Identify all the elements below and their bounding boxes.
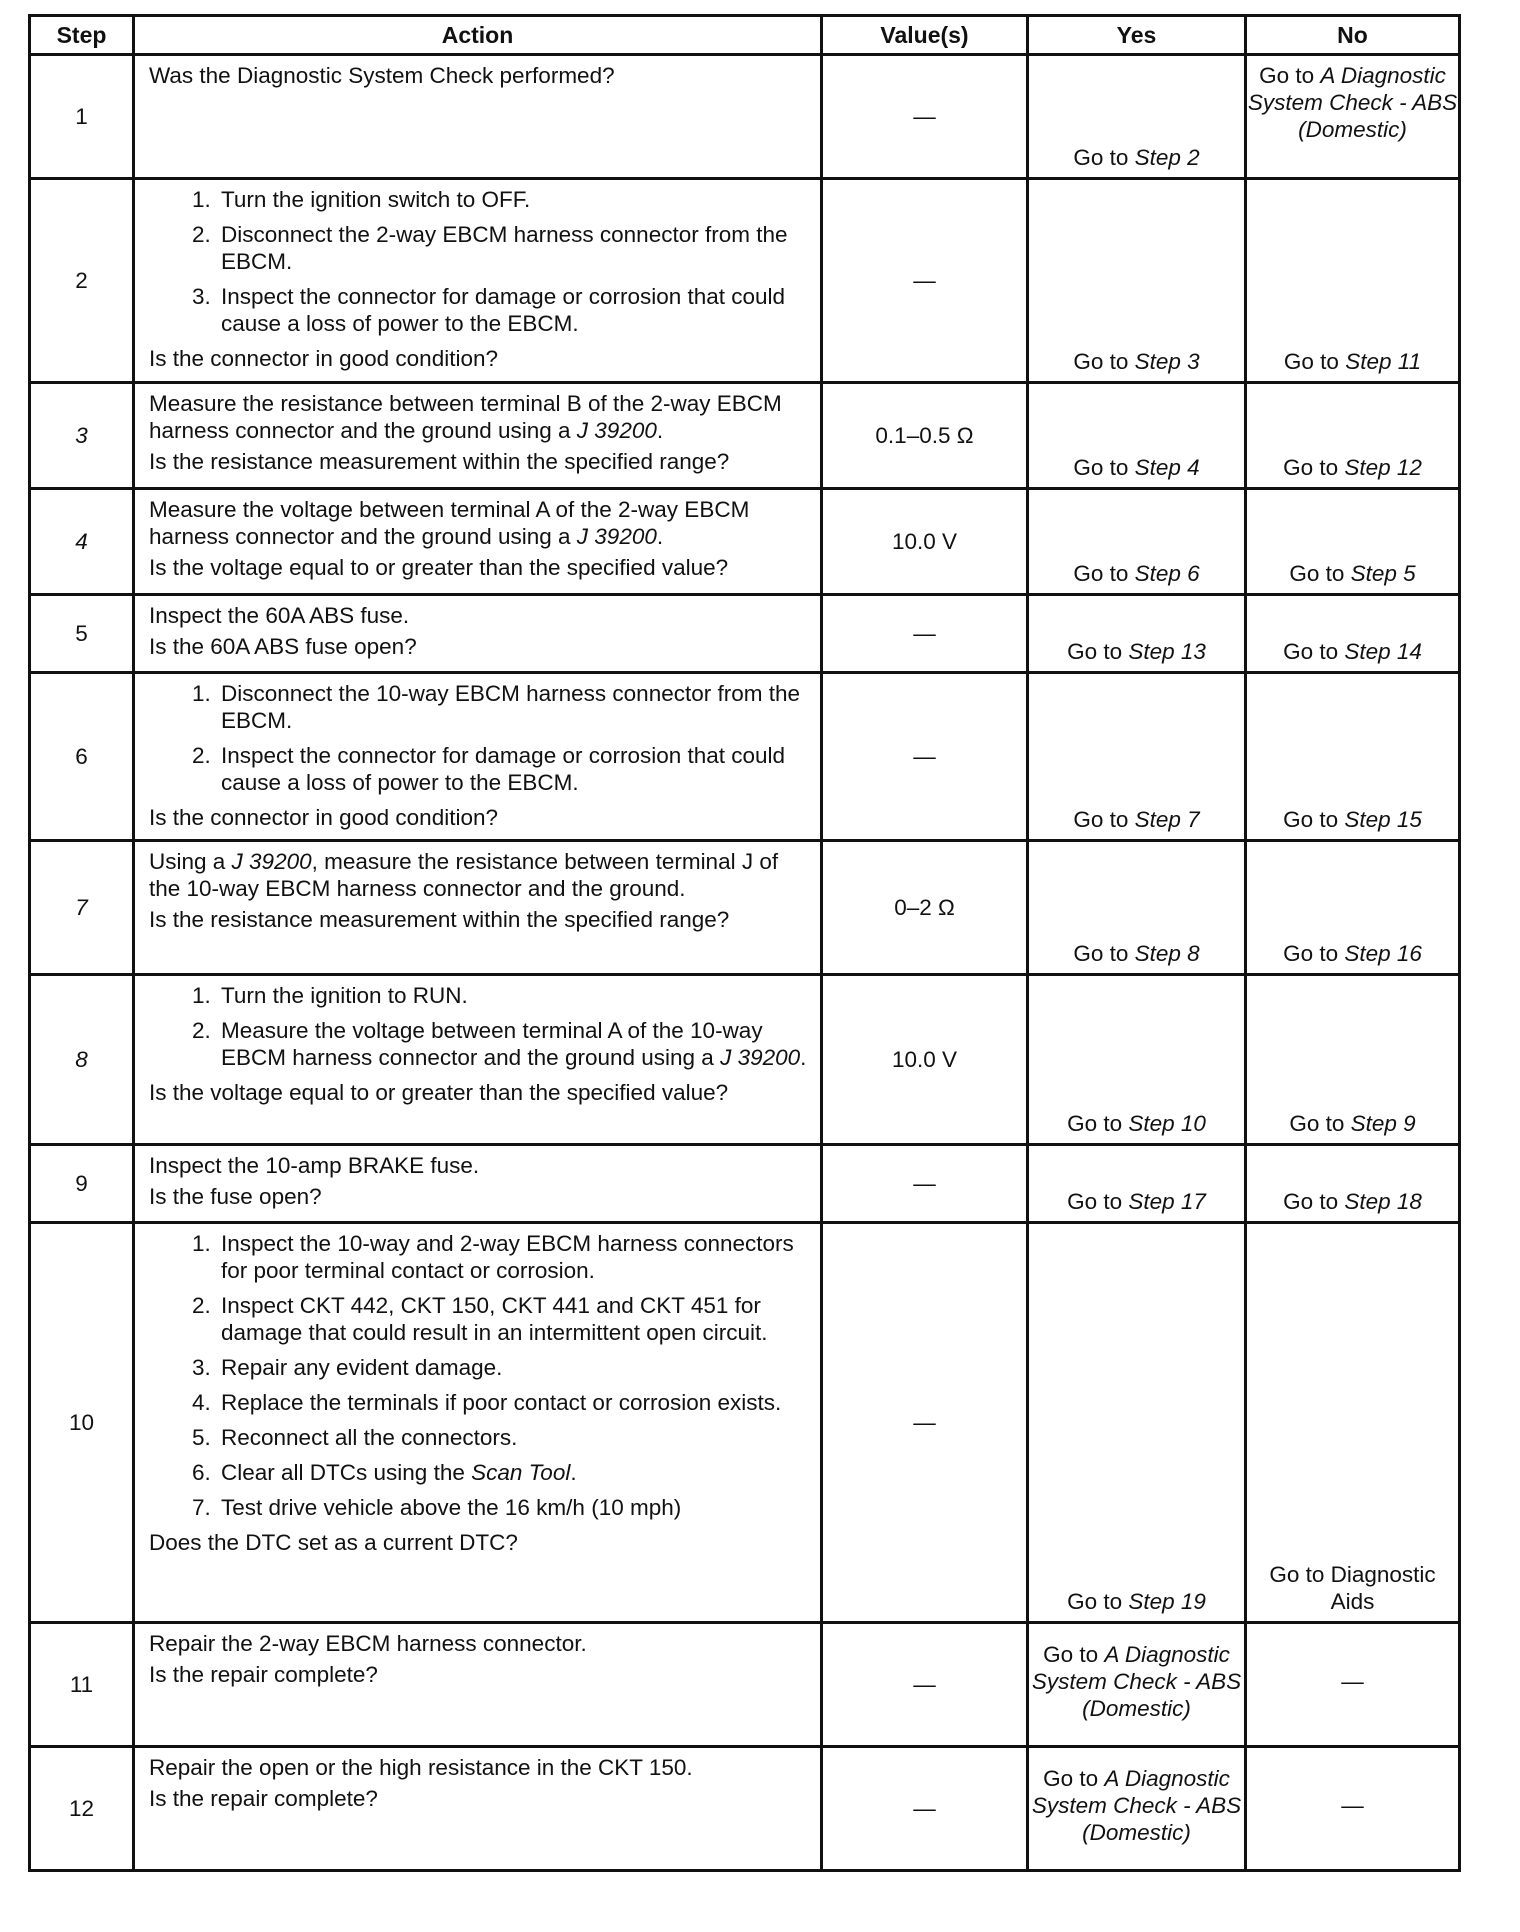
header-step: Step [30, 16, 134, 55]
table-row [30, 383, 1460, 489]
step-number: 3 [30, 383, 134, 489]
action-cell [134, 1145, 822, 1223]
procedure-text-part: . [800, 1045, 807, 1070]
value-cell: — [822, 1747, 1028, 1871]
yes-link[interactable]: Step 7 [1134, 807, 1200, 832]
no-cell [1246, 1145, 1460, 1223]
yes-prefix: Go to [1067, 1589, 1129, 1614]
no-link[interactable]: Step 14 [1344, 639, 1422, 664]
no-prefix: Go to [1283, 349, 1346, 374]
yes-cell [1028, 595, 1246, 673]
header-no: No [1246, 16, 1460, 55]
yes-prefix: Go to [1073, 807, 1135, 832]
yes-link[interactable]: Step 4 [1134, 455, 1200, 480]
action-cell [134, 1747, 822, 1871]
value-cell: 10.0 V [822, 489, 1028, 595]
procedure-list [149, 1230, 810, 1521]
step-number: 1 [30, 55, 134, 179]
step-number: 7 [30, 841, 134, 975]
no-cell [1246, 489, 1460, 595]
procedure-item: 7. Test drive vehicle above the 16 km/h (10 mph) [217, 1494, 810, 1521]
action-text: Inspect the 60A ABS fuse. [149, 603, 410, 628]
yes-link[interactable]: Step 17 [1128, 1189, 1206, 1214]
no-prefix: Go to [1283, 1189, 1345, 1214]
action-text: Repair the open or the high resistance in the CKT 150. [149, 1755, 693, 1780]
yes-link[interactable]: Step 13 [1128, 639, 1206, 664]
action-text-part: Measure the voltage between terminal A of the 2-way EBCM harness connector and the ground using a [149, 497, 750, 549]
action-text [149, 848, 810, 902]
yes-cell [1028, 179, 1246, 383]
no-cell [1246, 179, 1460, 383]
table-row [30, 55, 1460, 179]
header-yes: Yes [1028, 16, 1246, 55]
no-cell [1246, 975, 1460, 1145]
yes-cell [1028, 1747, 1246, 1871]
table-row [30, 975, 1460, 1145]
question-text: Is the resistance measurement within the specified range? [149, 907, 730, 932]
header-row [30, 16, 1460, 55]
action-cell [134, 55, 822, 179]
procedure-list [149, 982, 810, 1071]
no-prefix: Go to [1283, 455, 1345, 480]
action-text [149, 496, 810, 550]
no-link[interactable]: Go to Diagnostic Aids [1269, 1562, 1436, 1614]
procedure-item: 3. Inspect the connector for damage or corrosion that could cause a loss of power to the EBCM. [217, 283, 810, 337]
yes-prefix: Go to [1067, 639, 1129, 664]
yes-cell [1028, 1623, 1246, 1747]
tool-reference: J 39200 [720, 1045, 801, 1070]
step-number: 11 [30, 1623, 134, 1747]
yes-link[interactable]: A Diagnostic System Check - ABS (Domestic) [1031, 1766, 1242, 1845]
yes-cell [1028, 673, 1246, 841]
question-text: Is the repair complete? [149, 1786, 378, 1811]
step-number: 6 [30, 673, 134, 841]
no-link[interactable]: Step 9 [1350, 1111, 1416, 1136]
action-text-part: . [656, 418, 664, 443]
action-cell [134, 489, 822, 595]
table-row [30, 1623, 1460, 1747]
no-cell [1246, 383, 1460, 489]
yes-prefix: Go to [1073, 349, 1135, 374]
yes-prefix: Go to [1073, 561, 1135, 586]
action-text-part: Using a [149, 849, 232, 874]
no-prefix: Go to [1259, 63, 1321, 88]
action-cell [134, 975, 822, 1145]
procedure-list [149, 680, 810, 796]
yes-cell [1028, 1223, 1246, 1623]
no-cell [1246, 841, 1460, 975]
value-cell: — [822, 1223, 1028, 1623]
yes-link[interactable]: Step 3 [1134, 349, 1200, 374]
question-text: Does the DTC set as a current DTC? [149, 1530, 518, 1555]
action-text: Was the Diagnostic System Check performed? [149, 63, 615, 88]
procedure-item: 1. Inspect the 10-way and 2-way EBCM harness connectors for poor terminal contact or corrosion. [217, 1230, 810, 1284]
step-number: 9 [30, 1145, 134, 1223]
header-action: Action [134, 16, 822, 55]
tool-reference: J 39200 [231, 849, 312, 874]
yes-link[interactable]: Step 8 [1134, 941, 1200, 966]
no-prefix: Go to [1283, 941, 1345, 966]
procedure-item [217, 1017, 810, 1071]
no-cell [1246, 595, 1460, 673]
yes-prefix: Go to [1073, 145, 1135, 170]
no-link[interactable]: Step 12 [1344, 455, 1422, 480]
procedure-item: 3. Repair any evident damage. [217, 1354, 810, 1381]
step-number: 10 [30, 1223, 134, 1623]
value-cell: 10.0 V [822, 975, 1028, 1145]
value-cell: 0–2 Ω [822, 841, 1028, 975]
table-row [30, 1223, 1460, 1623]
question-text: Is the repair complete? [149, 1662, 378, 1687]
procedure-text-part: Measure the voltage between terminal A of the 10-way EBCM harness connector and the ground using a [221, 1018, 763, 1070]
no-link[interactable]: Step 15 [1344, 807, 1422, 832]
procedure-item: 1. Turn the ignition switch to OFF. [217, 186, 810, 213]
header-values: Value(s) [822, 16, 1028, 55]
step-number: 2 [30, 179, 134, 383]
no-cell [1246, 55, 1460, 179]
no-cell: — [1246, 1623, 1460, 1747]
table-row [30, 179, 1460, 383]
yes-link[interactable]: Step 6 [1134, 561, 1200, 586]
yes-cell [1028, 383, 1246, 489]
diagnostic-table [28, 14, 1461, 1872]
no-link[interactable]: Step 5 [1350, 561, 1416, 586]
no-prefix: Go to [1289, 561, 1351, 586]
step-number: 5 [30, 595, 134, 673]
action-text-part: , measure the resistance between terminal J of the 10-way EBCM harness connector and the ground. [149, 849, 779, 901]
yes-prefix: Go to [1067, 1111, 1129, 1136]
yes-cell [1028, 55, 1246, 179]
table-row [30, 1747, 1460, 1871]
no-link[interactable]: A Diagnostic System Check - ABS (Domestic) [1247, 63, 1458, 142]
procedure-item: 2. Inspect the connector for damage or corrosion that could cause a loss of power to the EBCM. [217, 742, 810, 796]
no-link[interactable]: Step 11 [1345, 349, 1422, 374]
yes-link[interactable]: Step 10 [1128, 1111, 1206, 1136]
question-text: Is the 60A ABS fuse open? [149, 634, 417, 659]
yes-prefix: Go to [1073, 941, 1135, 966]
action-text: Inspect the 10-amp BRAKE fuse. [149, 1153, 480, 1178]
value-cell: — [822, 1623, 1028, 1747]
question-text: Is the voltage equal to or greater than the specified value? [149, 555, 729, 580]
no-cell [1246, 673, 1460, 841]
table-row [30, 841, 1460, 975]
no-link[interactable]: Step 16 [1344, 941, 1422, 966]
no-prefix: Go to [1283, 639, 1345, 664]
tool-reference: J 39200 [576, 418, 657, 443]
procedure-item: 1. Disconnect the 10-way EBCM harness connector from the EBCM. [217, 680, 810, 734]
tool-reference: Scan Tool [471, 1460, 571, 1485]
tool-reference: J 39200 [576, 524, 657, 549]
action-cell [134, 595, 822, 673]
procedure-item: 4. Replace the terminals if poor contact or corrosion exists. [217, 1389, 810, 1416]
procedure-text-part: . [570, 1460, 577, 1485]
yes-link[interactable]: Step 19 [1128, 1589, 1206, 1614]
value-cell: — [822, 595, 1028, 673]
yes-prefix: Go to [1043, 1766, 1105, 1791]
no-prefix: Go to [1283, 807, 1345, 832]
table-row [30, 489, 1460, 595]
action-cell [134, 841, 822, 975]
yes-cell [1028, 975, 1246, 1145]
yes-cell [1028, 1145, 1246, 1223]
action-cell [134, 383, 822, 489]
question-text: Is the connector in good condition? [149, 346, 498, 371]
yes-link[interactable]: Step 2 [1134, 145, 1200, 170]
table-row [30, 673, 1460, 841]
procedure-item [217, 1459, 810, 1486]
yes-cell [1028, 841, 1246, 975]
step-number: 8 [30, 975, 134, 1145]
no-prefix: Go to [1289, 1111, 1351, 1136]
yes-prefix: Go to [1043, 1642, 1105, 1667]
action-cell [134, 1623, 822, 1747]
procedure-list [149, 186, 810, 337]
question-text: Is the resistance measurement within the specified range? [149, 449, 730, 474]
action-cell [134, 179, 822, 383]
value-cell: — [822, 1145, 1028, 1223]
procedure-item: 2. Inspect CKT 442, CKT 150, CKT 441 and CKT 451 for damage that could result in an intermittent open circuit. [217, 1292, 810, 1346]
table-row [30, 1145, 1460, 1223]
value-cell: — [822, 179, 1028, 383]
no-link[interactable]: Step 18 [1344, 1189, 1422, 1214]
table-row [30, 595, 1460, 673]
procedure-text-part: Clear all DTCs using the [221, 1460, 472, 1485]
value-cell: 0.1–0.5 Ω [822, 383, 1028, 489]
yes-prefix: Go to [1073, 455, 1135, 480]
step-number: 4 [30, 489, 134, 595]
question-text: Is the voltage equal to or greater than the specified value? [149, 1080, 729, 1105]
value-cell: — [822, 673, 1028, 841]
action-cell [134, 673, 822, 841]
step-number: 12 [30, 1747, 134, 1871]
action-text-part: . [656, 524, 664, 549]
no-cell: — [1246, 1747, 1460, 1871]
procedure-item: 2. Disconnect the 2-way EBCM harness connector from the EBCM. [217, 221, 810, 275]
value-cell: — [822, 55, 1028, 179]
procedure-item: 1. Turn the ignition to RUN. [217, 982, 810, 1009]
procedure-item: 5. Reconnect all the connectors. [217, 1424, 810, 1451]
action-cell [134, 1223, 822, 1623]
question-text: Is the connector in good condition? [149, 805, 498, 830]
yes-prefix: Go to [1067, 1189, 1129, 1214]
no-cell [1246, 1223, 1460, 1623]
action-text-part: Measure the resistance between terminal B of the 2-way EBCM harness connector and the ground using a [149, 391, 782, 443]
yes-link[interactable]: A Diagnostic System Check - ABS (Domestic) [1031, 1642, 1242, 1721]
action-text: Repair the 2-way EBCM harness connector. [149, 1631, 587, 1656]
action-text [149, 390, 810, 444]
yes-cell [1028, 489, 1246, 595]
question-text: Is the fuse open? [149, 1184, 322, 1209]
